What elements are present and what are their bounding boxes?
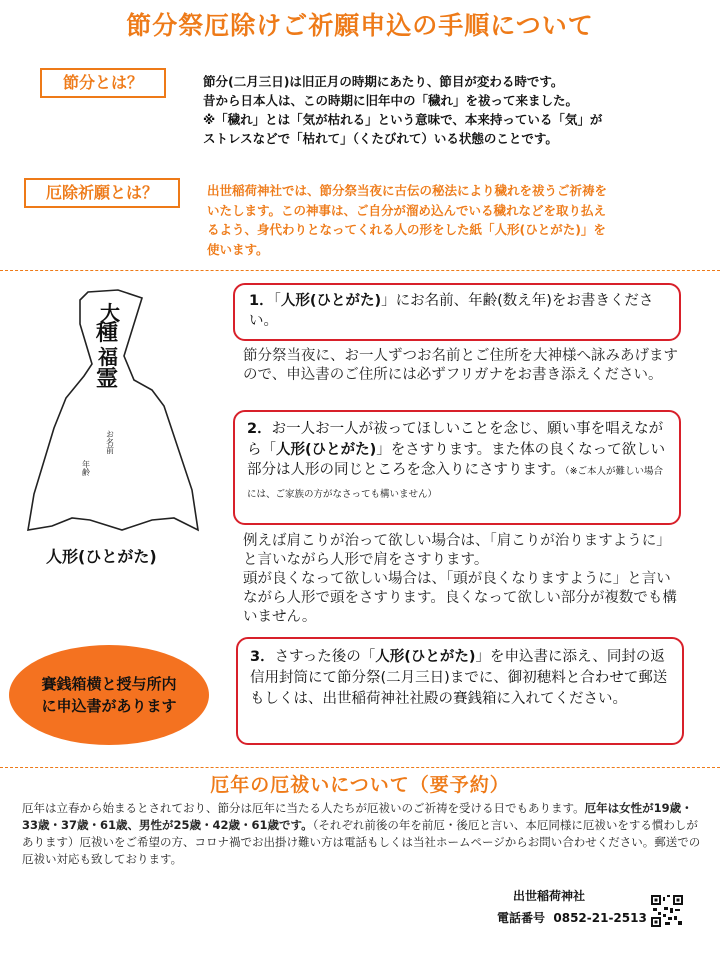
step-text: 」にお名前、年齢(数え年)をお書きください。 bbox=[249, 293, 654, 329]
yakuyoke-line: 出世稲荷神社では、節分祭当夜に古伝の秘法により穢れを祓うご祈祷を bbox=[207, 183, 608, 198]
phone-line bbox=[497, 909, 647, 926]
step-3-box bbox=[236, 637, 684, 745]
yakudoshi-text-part: 厄年は立春から始まるとされており、節分は厄年に当たる人たちが厄祓いのご祈祷を受ける日でもあります。 bbox=[22, 801, 585, 815]
phone-number: 0852-21-2513 bbox=[553, 911, 647, 925]
step-number: 2． bbox=[247, 421, 272, 437]
step-1-text bbox=[249, 291, 665, 331]
step-2-example: 頭が良くなって欲しい場合は、「頭が良くなりますように」と言いながら人形で頭をさすります。良くなって欲しい部分が複数でも構いません。 bbox=[243, 571, 677, 625]
hitogata-term: 人形(ひとがた) bbox=[375, 649, 476, 665]
hitogata-seal bbox=[95, 301, 120, 392]
setsubun-description bbox=[203, 72, 703, 148]
seal-char: 福 bbox=[98, 345, 118, 369]
seal-char: 大 bbox=[100, 301, 120, 325]
step-text: 「 bbox=[273, 293, 281, 309]
step-1-box bbox=[233, 283, 681, 341]
step-3-text bbox=[250, 647, 670, 710]
section-divider bbox=[0, 767, 720, 768]
hitogata-illustration bbox=[14, 280, 214, 538]
step-text: 」を申込書に添え、同封の返信用封筒にて節分祭(二月三日)までに、御初穂料と合わせて郵送もしくは、出世稲荷神社社殿の賽銭箱に入れてください。 bbox=[250, 649, 668, 707]
page-title: 節分祭厄除けご祈願申込の手順について bbox=[126, 11, 594, 40]
notice-line: 賽銭箱横と授与所内 bbox=[41, 675, 177, 693]
step-2-box bbox=[233, 410, 681, 525]
section-divider bbox=[0, 270, 720, 271]
shrine-name: 出世稲荷神社 bbox=[513, 889, 586, 903]
step-1-note: 節分祭当夜に、お一人ずつお名前とご住所を大神様へ詠みあげますので、申込書のご住所には必ずフリガナをお書き添えください。 bbox=[243, 348, 678, 383]
setsubun-line: 節分(二月三日)は旧正月の時期にあたり、節目が変わる時です。 bbox=[203, 74, 564, 89]
setsubun-line: ストレスなどで「枯れて」（くたびれて）いる状態のことです。 bbox=[203, 131, 558, 146]
yakuyoke-line: 使います。 bbox=[207, 241, 269, 257]
step-2-text bbox=[247, 419, 667, 505]
step-number: 1． bbox=[249, 293, 274, 309]
notice-line: に申込書があります bbox=[41, 697, 177, 715]
qr-code-icon[interactable] bbox=[651, 895, 683, 927]
hitogata-name-label: お名前 bbox=[105, 430, 115, 454]
yakudoshi-ages: 厄年は女性が19歳・33歳・37歳・61歳、男性が25歳・42歳・61歳です。 bbox=[22, 801, 693, 832]
step-text: お一人お一人が祓ってほしいことを念じ、願い事を唱えながら「 bbox=[247, 421, 664, 458]
step-2-example: 例えば肩こりが治って欲しい場合は、「肩こりが治りますように」と言いながら人形で肩をさすります。 bbox=[243, 533, 671, 568]
yakuyoke-line: るよう、身代わりとなってくれる人の形をした紙「人形(ひとがた)」を bbox=[207, 222, 606, 237]
seal-char: 霊 bbox=[96, 366, 119, 392]
step-text: さすった後の「 bbox=[274, 649, 376, 665]
yakuyoke-line: いたします。この神事は、ご自分が溜め込んでいる穢れなどを取り払え bbox=[207, 202, 607, 218]
step-2-small-note: （※ご本人が難しい場合には、ご家族の方がなさっても構いません） bbox=[247, 466, 664, 500]
hitogata-caption: 人形(ひとがた) bbox=[46, 547, 157, 566]
yakuyoke-description bbox=[207, 181, 707, 259]
setsubun-line: ※「穢れ」とは「気が枯れる」という意味で、本来持っている「気」が bbox=[203, 112, 603, 127]
hitogata-term: 人形(ひとがた) bbox=[276, 441, 377, 458]
yakudoshi-text bbox=[22, 800, 702, 868]
step-2-notes bbox=[243, 532, 683, 627]
yakudoshi-text-part: （それぞれ前後の年を前厄・後厄と言い、本厄同様に厄祓いをする慣わしがあります）厄祓いをご希望の方、コロナ禍でお出掛け難い方は電話もしくは当社ホームページからお問い合わせください。郵送での厄祓い対応も致しております。 bbox=[22, 818, 701, 866]
hitogata-age-label: 年齢 bbox=[81, 460, 91, 476]
yakuyoke-label: 厄除祈願とは？ bbox=[24, 178, 180, 208]
seal-char: 種 bbox=[96, 320, 119, 346]
phone-label: 電話番号 bbox=[497, 911, 546, 925]
application-form-notice bbox=[9, 645, 209, 745]
hitogata-term: 人形(ひとがた) bbox=[280, 293, 382, 309]
setsubun-line: 昔から日本人は、この時期に旧年中の「穢れ」を祓って来ました。 bbox=[203, 93, 579, 108]
step-number: 3． bbox=[250, 649, 275, 665]
setsubun-label: 節分とは？ bbox=[40, 68, 166, 98]
yakudoshi-title: 厄年の厄祓いについて（要予約） bbox=[210, 774, 510, 796]
step-text: 」をさすります。また体の良くなって欲しい部分は人形の同じところを念入りにさすります。 bbox=[247, 441, 666, 478]
